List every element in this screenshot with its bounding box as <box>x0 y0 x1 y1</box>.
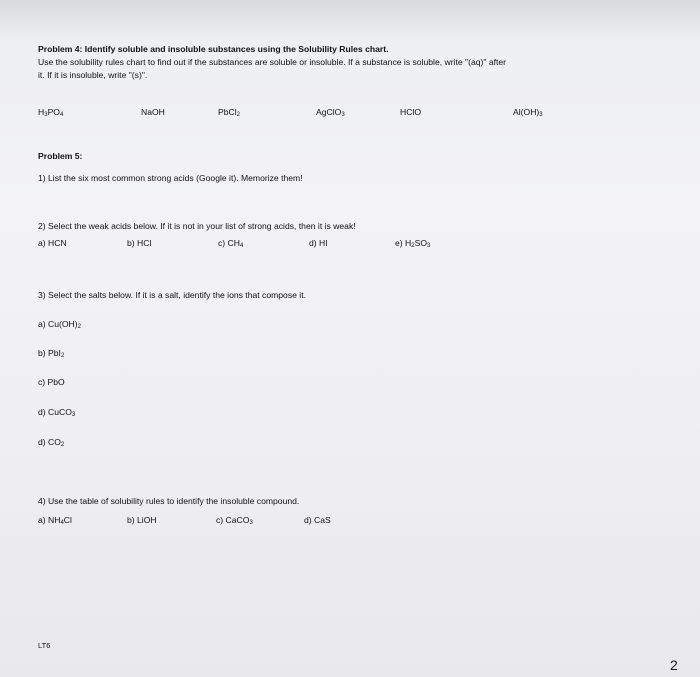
problem-5-title: Problem 5: <box>38 151 83 161</box>
question-4: 4) Use the table of solubility rules to identify the insoluble compound. <box>38 496 300 506</box>
page-number: 2 <box>670 657 678 673</box>
q4-option: d) CaS <box>304 515 331 525</box>
q4-option: a) $NH_4Cl$ <box>38 515 72 526</box>
q2-option: d) HI <box>309 238 328 248</box>
formula-item: NaOH <box>141 107 165 117</box>
formula-item: AgClO$_3$ <box>316 107 345 118</box>
q3-option: d) $CO_2$ <box>38 437 65 448</box>
q2-option: c) $CH_4$ <box>218 238 244 249</box>
formula-item: HClO <box>400 107 422 117</box>
q4-option: b) LiOH <box>127 515 157 525</box>
q2-option: e) $H_2SO_3$ <box>395 238 431 249</box>
question-2: 2) Select the weak acids below. If it is not in your list of strong acids, then it is weak! <box>38 221 356 231</box>
q3-option: b) PbI$_2$ <box>38 348 65 359</box>
question-1: 1) List the six most common strong acids (Google it). Memorize them! <box>38 173 303 183</box>
formula-item: $Al(OH)_3$ <box>513 107 543 118</box>
problem-4-title: Problem 4: Identify soluble and insoluble substances using the Solubility Rules chart. <box>38 44 389 54</box>
q3-option: d) CuCO$_3$ <box>38 407 76 418</box>
q3-option: a) $Cu(OH)_2$ <box>38 319 81 330</box>
q3-option: c) PbO <box>38 377 65 387</box>
problem-4-instruction-line-2: it. If it is insoluble, write "(s)". <box>38 70 148 80</box>
footer-code: LT6 <box>38 641 51 650</box>
q2-option: a) HCN <box>38 238 67 248</box>
question-3: 3) Select the salts below. If it is a salt, identify the ions that compose it. <box>38 290 306 300</box>
formula-item: PbCl$_2$ <box>218 107 240 118</box>
problem-4-instruction-line-1: Use the solubility rules chart to find out if the substances are soluble or insoluble. If a substance is soluble, write "(aq)" after <box>38 57 507 67</box>
q2-option: b) HCl <box>127 238 152 248</box>
q4-option: c) CaCO$_3$ <box>216 515 253 526</box>
formula-item: $H_3PO_4$ <box>38 107 64 118</box>
